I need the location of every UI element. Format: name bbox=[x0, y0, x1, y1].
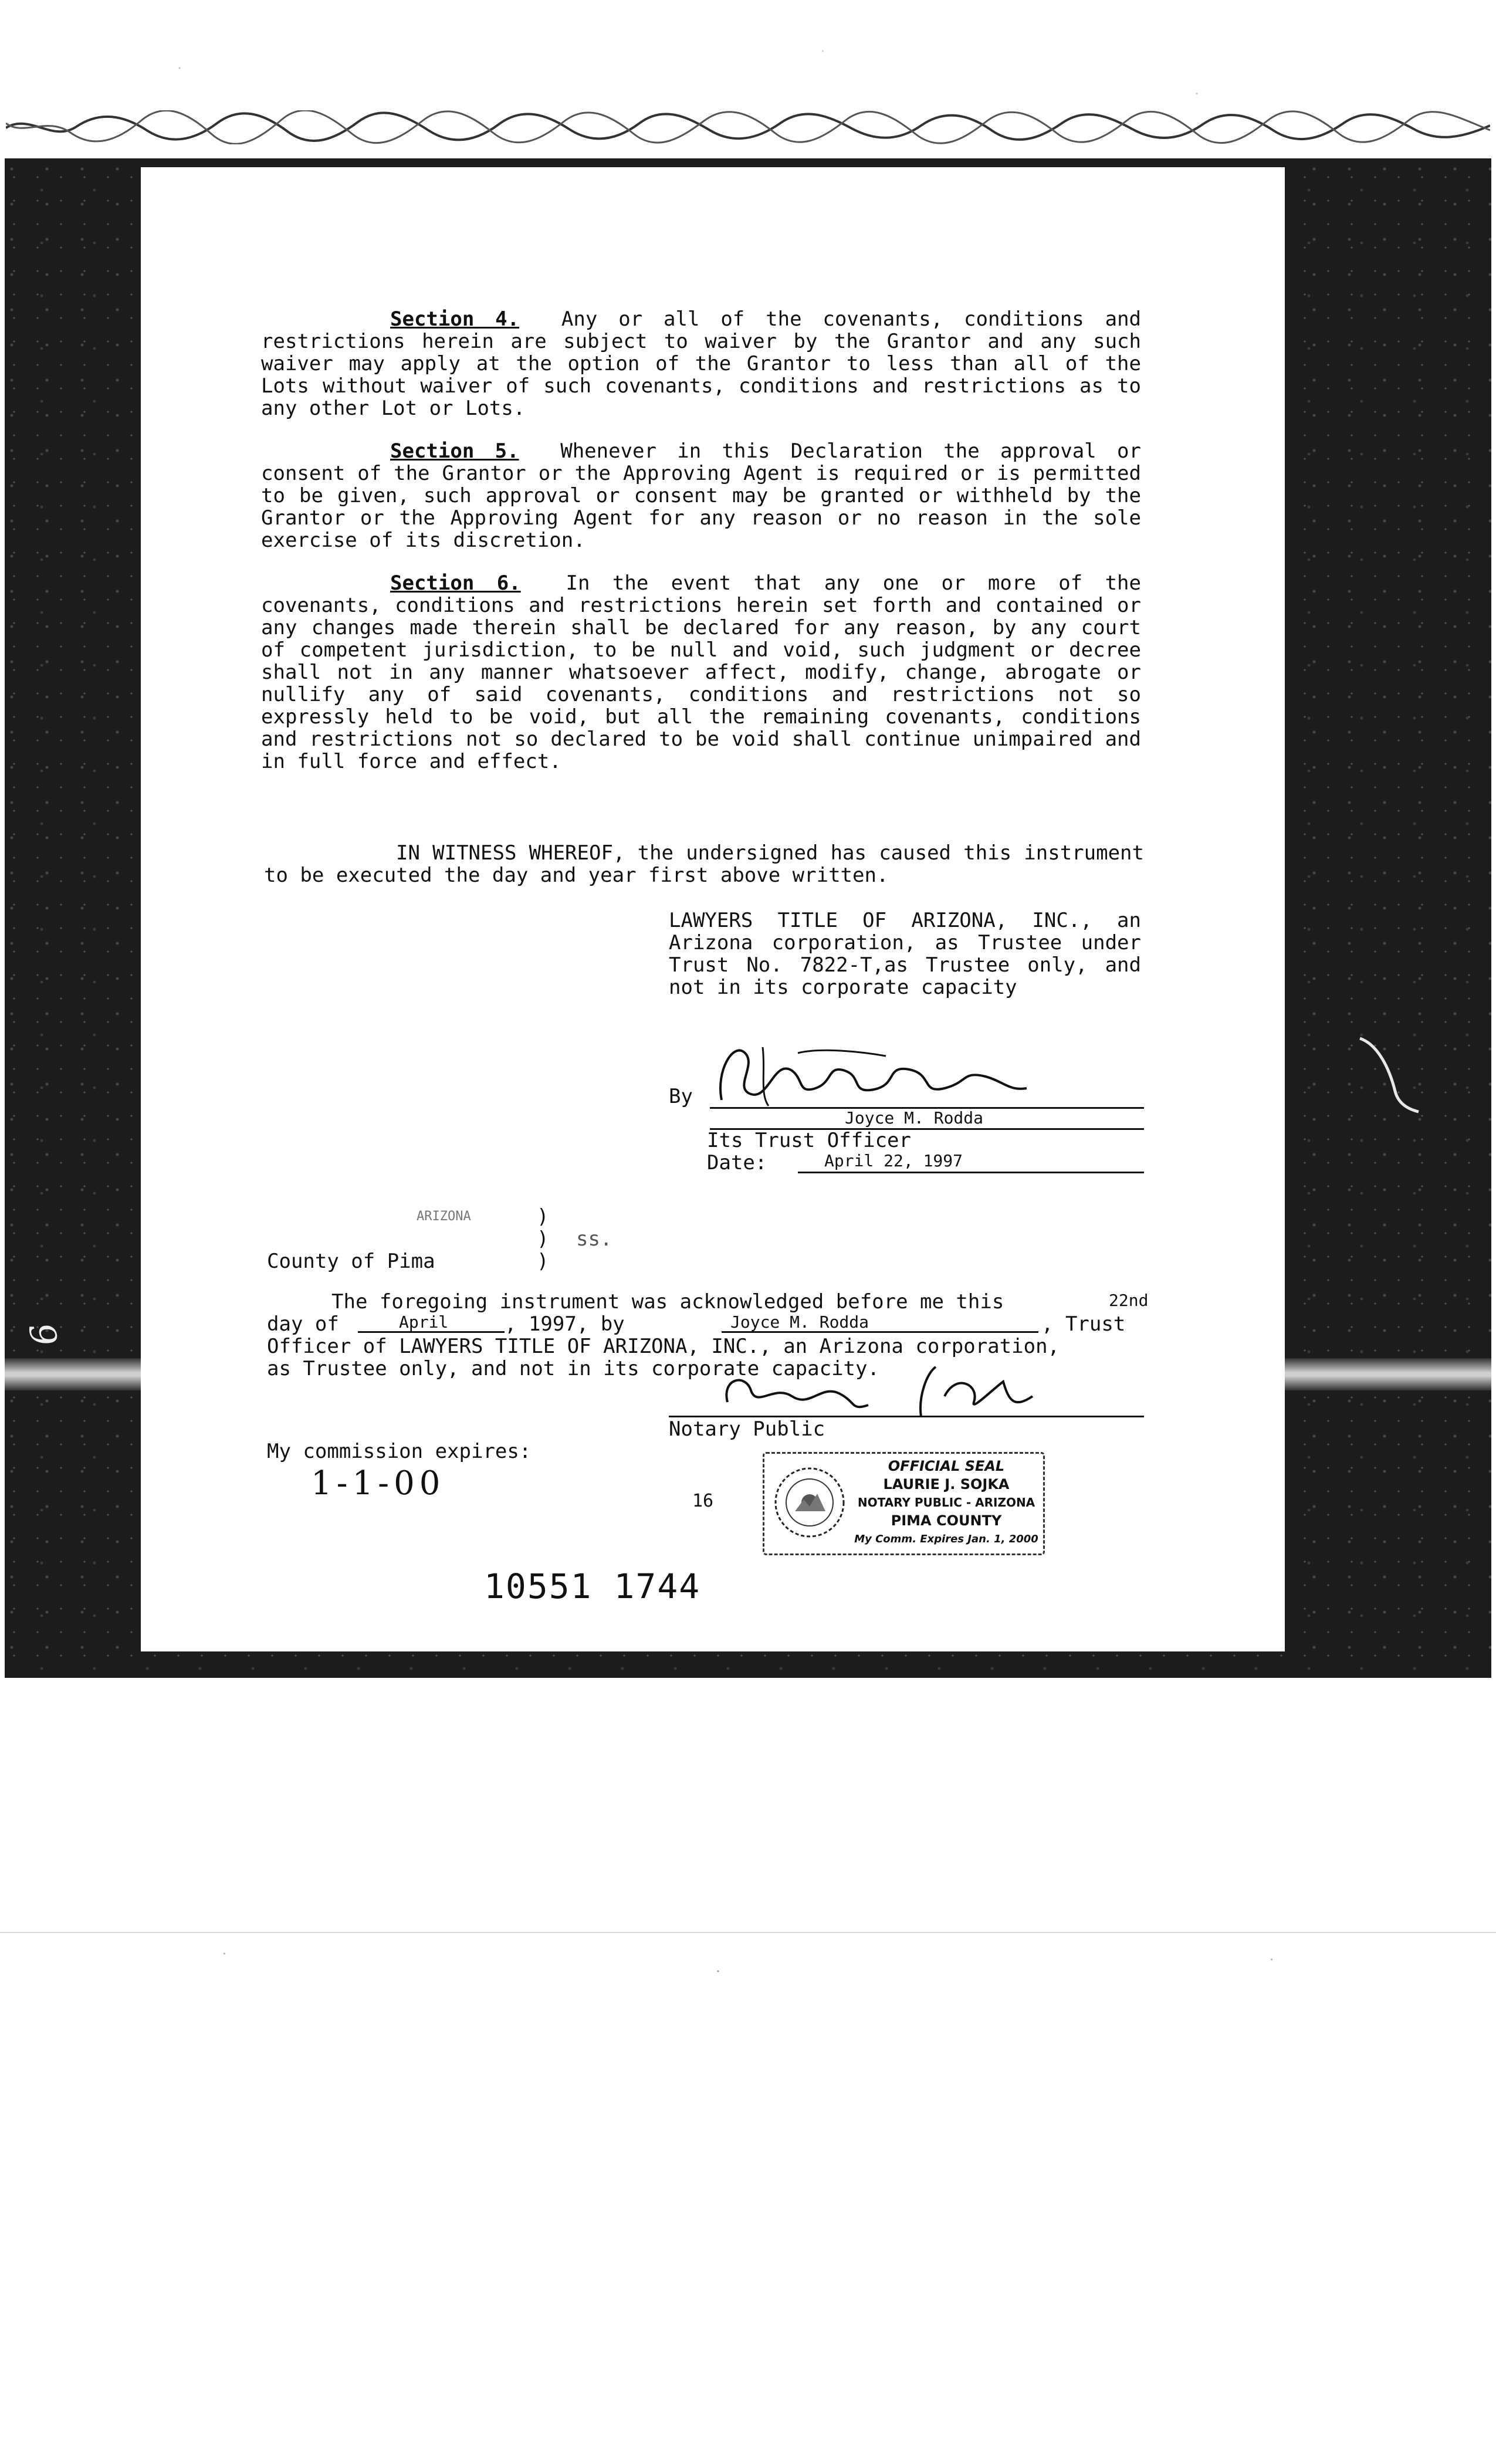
scan-noise-bottom bbox=[0, 1936, 1496, 1995]
trustee-block: LAWYERS TITLE OF ARIZONA, INC., an Arizona corporation, as Trustee under Trust No. 7822-T,as Trustee only, and not in its corporate capacity bbox=[669, 909, 1141, 999]
scan-noise-top bbox=[0, 0, 1496, 170]
section-4-body: Any or all of the covenants, conditions and restrictions herein are subject to waiver by the Grantor and any such waiver may apply at the option of the Grantor to less than all of the Lots without waiver of such covenants, conditions and restrictions as to any other Lot or Lots. bbox=[261, 307, 1142, 420]
date-line bbox=[798, 1172, 1144, 1173]
seal-line-4: PIMA COUNTY bbox=[891, 1512, 1002, 1529]
ack-trust: , Trust bbox=[1041, 1312, 1126, 1336]
commission-label: My commission expires: bbox=[267, 1440, 532, 1463]
seal-line-3: NOTARY PUBLIC - ARIZONA bbox=[857, 1495, 1035, 1509]
seal-line-5: My Comm. Expires Jan. 1, 2000 bbox=[854, 1533, 1038, 1545]
section-6-paragraph bbox=[261, 572, 1141, 773]
scan-artifact-band bbox=[6, 110, 1490, 144]
notary-label: Notary Public bbox=[669, 1417, 825, 1441]
venue-state: ARIZONA bbox=[417, 1209, 471, 1224]
commission-value: 1-1-00 bbox=[311, 1464, 445, 1502]
ack-month-line bbox=[358, 1331, 505, 1333]
notary-signature bbox=[704, 1361, 1044, 1424]
seal-text bbox=[852, 1457, 1040, 1548]
date-label: Date: bbox=[707, 1151, 767, 1175]
ack-person: Joyce M. Rodda bbox=[730, 1312, 869, 1332]
ack-day-of: day of bbox=[267, 1312, 339, 1336]
section-6-heading: Section 6. bbox=[390, 571, 521, 595]
witness-statement-text: IN WITNESS WHEREOF, the undersigned has caused this instrument to be executed the day and year first above written. bbox=[264, 841, 1144, 887]
section-5-body: Whenever in this Declaration the approval or consent of the Grantor or the Approving Agent is required or is permitted to be given, such approval or consent may be granted or withheld by the Grantor or the Approving Agent for any reason or no reason in the sole exercise of its discretion. bbox=[261, 439, 1142, 552]
ack-day: 22nd bbox=[1109, 1291, 1149, 1310]
section-6-body: In the event that any one or more of the covenants, conditions and restrictions herein set forth and contained or any changes made therein shall be declared for any reason, by any court of competent jurisdiction, to be null and void, such judgment or decree shall not in any manner whatsoever affect, modify, change, abrogate or nullify any of said covenants, conditions and restrictions not so expressly held to be void, but all the remaining covenants, conditions and restrictions not so declared to be void shall continue unimpaired and in full force and effect. bbox=[261, 571, 1141, 773]
signer-name: Joyce M. Rodda bbox=[845, 1108, 984, 1128]
ack-year-by: , 1997, by bbox=[505, 1312, 625, 1336]
by-label: By bbox=[669, 1085, 693, 1108]
seal-line-1: OFFICIAL SEAL bbox=[888, 1458, 1005, 1474]
recording-document-number: 10551 1744 bbox=[484, 1566, 701, 1606]
seal-line-2: LAURIE J. SOJKA bbox=[883, 1476, 1010, 1492]
document-page bbox=[141, 167, 1285, 1651]
venue-paren-2: ) bbox=[537, 1227, 549, 1251]
scan-scratch-mark bbox=[1354, 1033, 1424, 1115]
section-4-heading: Section 4. bbox=[390, 307, 520, 331]
scan-light-band-left bbox=[5, 1358, 145, 1390]
ack-month: April bbox=[399, 1312, 449, 1332]
ack-line-1: The foregoing instrument was acknowledged before me this bbox=[331, 1290, 1004, 1314]
section-5-heading: Section 5. bbox=[390, 439, 519, 463]
scan-bottom-rule bbox=[0, 1932, 1496, 1933]
state-seal-emblem bbox=[771, 1464, 848, 1541]
section-5-paragraph bbox=[261, 440, 1141, 551]
venue-ss: ss. bbox=[576, 1227, 612, 1251]
page-number: 16 bbox=[692, 1491, 714, 1511]
ack-person-line bbox=[722, 1331, 1038, 1333]
venue-county: County of Pima bbox=[267, 1250, 435, 1273]
venue-paren-1: ) bbox=[537, 1205, 549, 1228]
ack-line-4: as Trustee only, and not in its corporate capacity. bbox=[267, 1357, 879, 1380]
signer-title: Its Trust Officer bbox=[707, 1129, 911, 1152]
venue-paren-3: ) bbox=[537, 1250, 549, 1273]
witness-statement bbox=[264, 842, 1144, 886]
trust-officer-signature bbox=[710, 1035, 1038, 1116]
section-4-paragraph bbox=[261, 308, 1141, 419]
notary-seal-stamp bbox=[763, 1452, 1045, 1555]
scan-light-band-right bbox=[1284, 1358, 1491, 1390]
ack-line-3: Officer of LAWYERS TITLE OF ARIZONA, INC., an Arizona corporation, bbox=[267, 1335, 1060, 1358]
date-value: April 22, 1997 bbox=[824, 1151, 963, 1170]
margin-mark: 9 bbox=[20, 1320, 65, 1349]
